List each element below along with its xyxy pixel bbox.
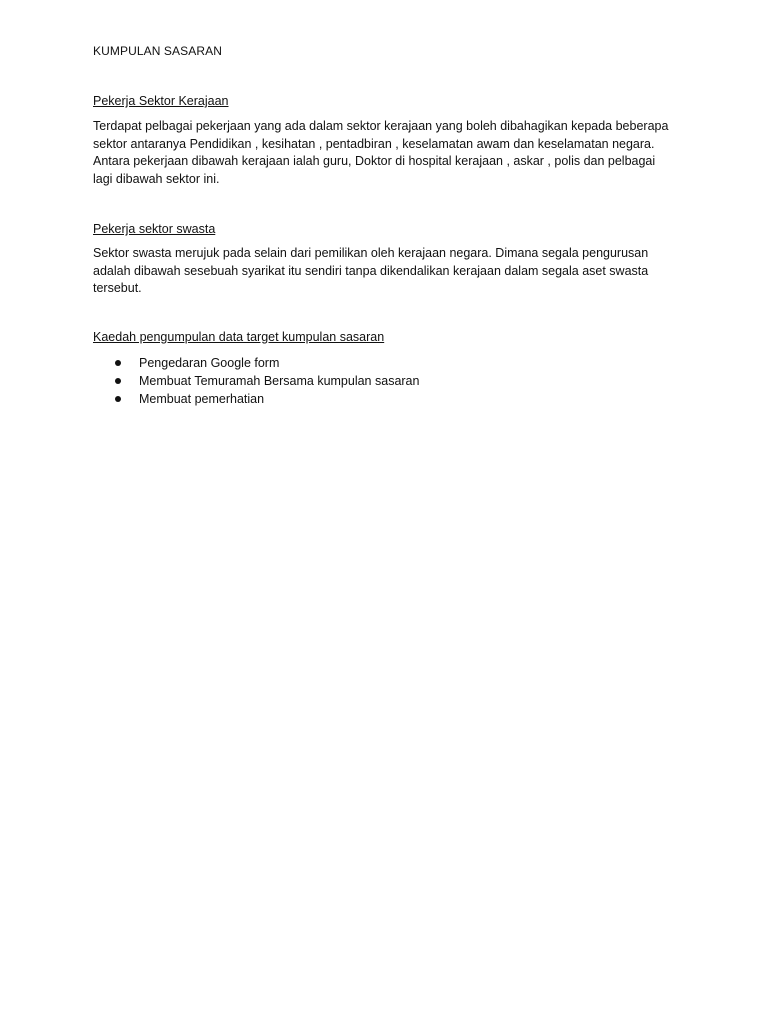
section-heading-kaedah: Kaedah pengumpulan data target kumpulan sasaran [93,329,385,344]
document-title: KUMPULAN SASARAN [93,44,222,58]
list-item [93,372,678,390]
section-body-kerajaan: Terdapat pelbagai pekerjaan yang ada dalam sektor kerajaan yang boleh dibahagikan kepada beberapa sektor antaranya Pendidikan , kesihatan , pentadbiran , keselamatan awam dan keselamatan negara. Antara pekerjaan dibawah kerajaan ialah guru, Doktor di hospital kerajaan , askar , polis dan pelbagai lagi dibawah sektor ini. [93,119,669,186]
section-heading-swasta: Pekerja sektor swasta [93,222,216,236]
bullet-icon [115,378,121,384]
list-item-text: Membuat pemerhatian [139,391,265,406]
list-item [93,354,678,372]
list-item-text: Pengedaran Google form [139,355,280,370]
section-body-swasta: Sektor swasta merujuk pada selain dari pemilikan oleh kerajaan negara. Dimana segala pengurusan adalah dibawah sesebuah syarikat itu sendiri tanpa dikendalikan kerajaan dalam segala aset swasta tersebut. [93,246,649,295]
list-item-text: Membuat Temuramah Bersama kumpulan sasaran [139,373,420,388]
bullet-icon [115,360,121,366]
section-heading-kerajaan: Pekerja Sektor Kerajaan [93,94,229,108]
document-page [93,43,678,408]
list-item [93,390,678,408]
bullet-icon [115,396,121,402]
method-list [93,354,678,408]
